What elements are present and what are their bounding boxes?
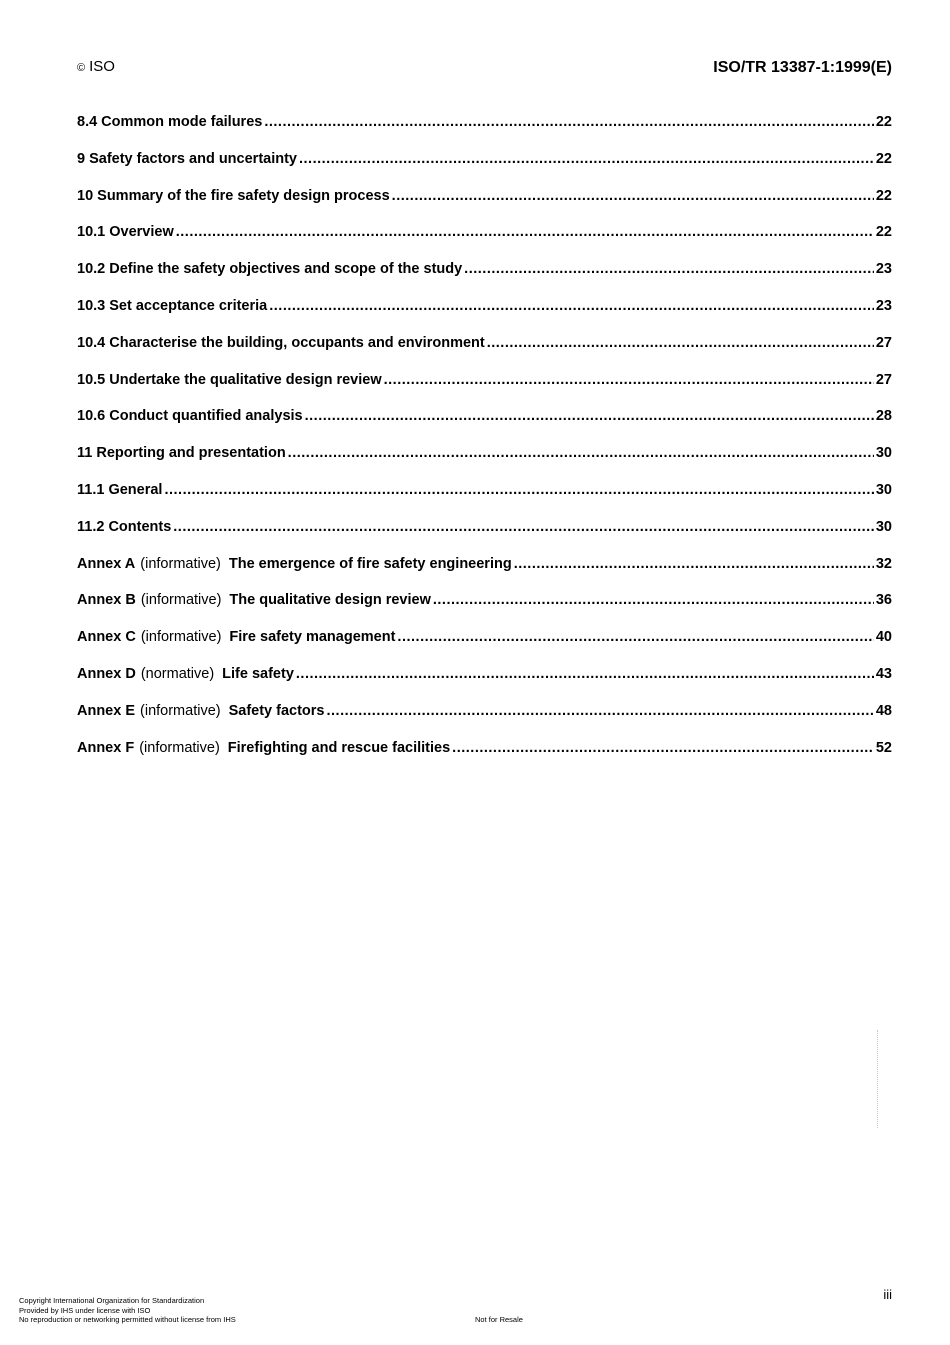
toc-leader-dots [397, 629, 873, 645]
toc-entry-page: 48 [875, 702, 892, 719]
annex-status: (informative) [140, 592, 222, 609]
toc-entry-title: 10.1 Overview [77, 224, 174, 241]
toc-entry-page: 30 [875, 481, 892, 498]
toc-entry-page: 22 [875, 187, 892, 204]
toc-entry-page: 30 [875, 518, 892, 535]
toc-leader-dots [514, 556, 874, 572]
toc-entry-page: 22 [875, 150, 892, 167]
toc-annex-entry[interactable] [77, 740, 892, 777]
toc-entry-title: 10.3 Set acceptance criteria [77, 297, 268, 314]
annex-status: (informative) [140, 629, 222, 646]
annex-title: Safety factors [228, 702, 325, 719]
toc-entry[interactable] [77, 114, 892, 151]
page-number: iii [883, 1287, 892, 1302]
annex-title: Fire safety management [229, 629, 396, 646]
toc-leader-dots [264, 114, 874, 130]
toc-annex-entry[interactable] [77, 556, 892, 593]
annex-title: Firefighting and rescue facilities [227, 739, 451, 756]
toc-leader-dots [305, 408, 874, 424]
toc-entry[interactable] [77, 372, 892, 409]
toc-leader-dots [392, 188, 874, 204]
toc-entry-page: 36 [875, 592, 892, 609]
toc-entry-title: 11.1 General [77, 481, 163, 498]
footer-copyright [19, 1296, 236, 1325]
toc-entry-page: 22 [875, 114, 892, 130]
toc-leader-dots [327, 703, 874, 719]
toc-annex-entry[interactable] [77, 592, 892, 629]
toc-leader-dots [173, 519, 874, 535]
toc-entry-title: 10.2 Define the safety objectives and scope of the study [77, 261, 463, 278]
toc-annex-entry[interactable] [77, 703, 892, 740]
toc-leader-dots [433, 592, 874, 608]
toc-entry[interactable] [77, 335, 892, 372]
toc-entry-title: 9 Safety factors and uncertainty [77, 150, 297, 167]
toc-entry-title: 10.5 Undertake the qualitative design review [77, 371, 382, 388]
annex-title: The emergence of fire safety engineering [228, 555, 512, 572]
toc-entry-page: 28 [875, 408, 892, 425]
toc-entry[interactable] [77, 188, 892, 225]
header-org: ISO [89, 58, 115, 75]
toc-leader-dots [288, 445, 874, 461]
toc-entry-page: 52 [875, 739, 892, 756]
document-id: ISO/TR 13387-1:1999(E) [713, 59, 892, 76]
toc-entry-page: 40 [875, 629, 892, 646]
toc-entry-page: 27 [875, 334, 892, 351]
toc-entry[interactable] [77, 519, 892, 556]
copyright-symbol: © [77, 62, 86, 74]
footer-line: Copyright International Organization for Standardization [19, 1296, 205, 1305]
footer-line: Provided by IHS under license with ISO [19, 1305, 151, 1315]
header-copyright [77, 58, 115, 75]
toc-leader-dots [164, 482, 873, 498]
toc-entry[interactable] [77, 151, 892, 188]
toc-entry-page: 30 [875, 445, 892, 462]
annex-label: Annex C [77, 629, 136, 646]
toc-entry-page: 32 [875, 555, 892, 572]
annex-status: (informative) [140, 555, 221, 572]
toc-entry[interactable] [77, 482, 892, 519]
toc-entry-title: 11.2 Contents [77, 518, 172, 535]
toc-annex-entry[interactable] [77, 629, 892, 666]
toc-leader-dots [452, 740, 874, 756]
toc-entry-page: 43 [875, 665, 892, 682]
annex-title: The qualitative design review [229, 592, 431, 609]
annex-title: Life safety [222, 665, 294, 682]
toc-leader-dots [176, 224, 874, 240]
toc-entry-title: 11 Reporting and presentation [77, 445, 286, 462]
annex-status: (informative) [139, 739, 220, 756]
toc-leader-dots [464, 261, 874, 277]
table-of-contents [77, 114, 892, 776]
toc-entry-page: 22 [875, 224, 892, 241]
toc-entry[interactable] [77, 298, 892, 335]
toc-entry-page: 27 [875, 371, 892, 388]
toc-entry[interactable] [77, 408, 892, 445]
toc-entry[interactable] [77, 224, 892, 261]
toc-entry-title: 10.6 Conduct quantified analysis [77, 408, 303, 425]
toc-entry[interactable] [77, 445, 892, 482]
toc-entry-title: 10 Summary of the fire safety design process [77, 187, 390, 204]
toc-leader-dots [487, 335, 874, 351]
annex-label: Annex A [77, 555, 136, 572]
annex-label: Annex B [77, 592, 136, 609]
margin-mark [877, 1030, 880, 1128]
toc-entry-title: 10.4 Characterise the building, occupants and environment [77, 334, 485, 351]
footer-line: No reproduction or networking permitted without license from IHS [19, 1315, 236, 1325]
annex-status: (informative) [140, 702, 221, 719]
toc-entry-page: 23 [875, 297, 892, 314]
toc-leader-dots [296, 666, 874, 682]
annex-status: (normative) [140, 665, 215, 682]
toc-leader-dots [299, 151, 874, 167]
annex-label: Annex E [77, 702, 136, 719]
toc-annex-entry[interactable] [77, 666, 892, 703]
toc-entry-title: 8.4 Common mode failures [77, 114, 263, 130]
toc-entry[interactable] [77, 261, 892, 298]
toc-leader-dots [384, 372, 874, 388]
footer-not-for-resale: Not for Resale [475, 1315, 523, 1324]
toc-entry-page: 23 [875, 261, 892, 278]
toc-leader-dots [269, 298, 874, 314]
annex-label: Annex F [77, 739, 135, 756]
annex-label: Annex D [77, 665, 136, 682]
